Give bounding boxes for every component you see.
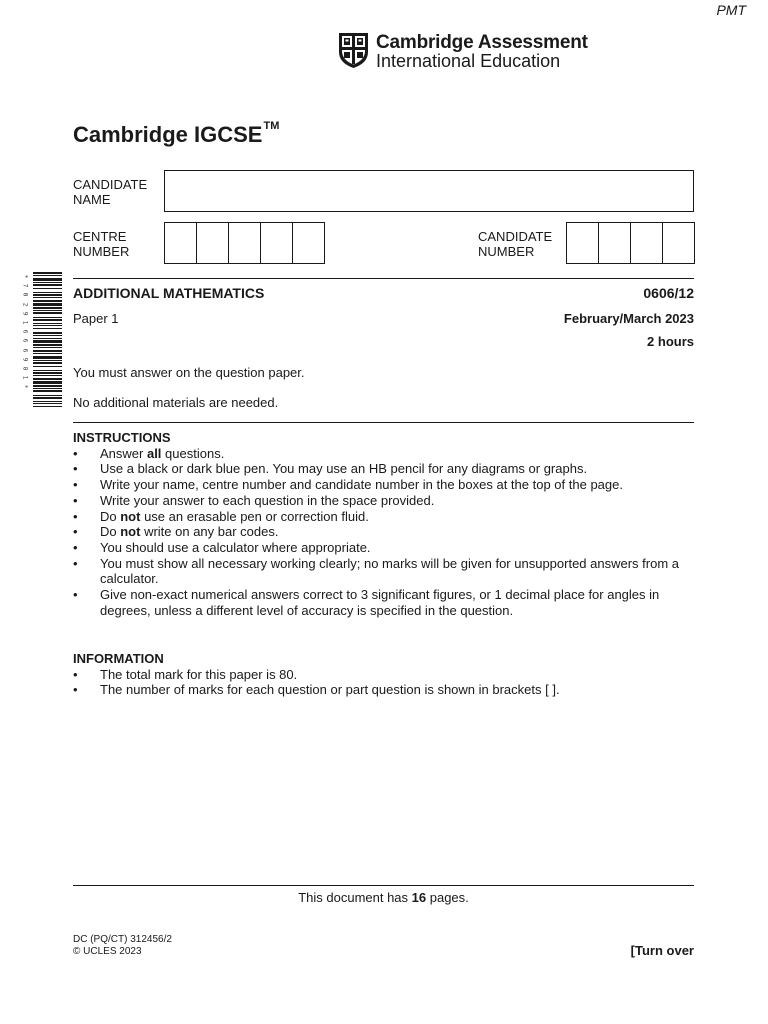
bullet-icon: •	[73, 445, 78, 461]
divider	[73, 422, 694, 423]
candidate-number-digit-box[interactable]	[663, 223, 694, 263]
barcode-digit: 1	[21, 376, 29, 380]
barcode-bar	[33, 375, 62, 376]
candidate-name-label-line2: NAME	[73, 192, 111, 207]
page-count-text: This document has	[298, 890, 412, 905]
trademark-mark: TM	[263, 120, 280, 132]
page-count-number: 16	[411, 890, 427, 905]
candidate-number-digit-box[interactable]	[599, 223, 631, 263]
barcode-bar	[33, 292, 62, 293]
barcode-bar	[33, 340, 62, 343]
barcode-bar	[33, 288, 62, 289]
candidate-number-label	[478, 229, 552, 259]
instruction-item	[73, 587, 693, 618]
candidate-name-label-line1: CANDIDATE	[73, 177, 148, 192]
divider	[73, 278, 694, 279]
barcode-bar	[33, 282, 62, 283]
barcode-bar	[33, 284, 62, 286]
barcode-bar	[33, 385, 62, 387]
instruction-text: You must show all necessary working clearly; no marks will be given for unsupported answers from a calculator.	[100, 555, 680, 587]
barcode-digit: 1	[21, 320, 29, 325]
barcode-bar	[33, 317, 62, 318]
barcode-bar	[33, 275, 62, 276]
barcode-bar	[33, 395, 62, 396]
instruction-item	[73, 461, 693, 477]
instruction-item	[73, 540, 693, 556]
instructions-section	[73, 430, 693, 618]
instruction-text: Answer	[100, 445, 147, 461]
centre-number-digit-box[interactable]	[293, 223, 324, 263]
centre-number-label-line1: CENTRE	[73, 229, 127, 244]
barcode-digit: 6	[21, 339, 29, 343]
page-count	[73, 890, 694, 905]
instruction-text: You should use a calculator where appropriate.	[100, 539, 371, 555]
bullet-icon: •	[73, 682, 78, 698]
information-text: The total mark for this paper is 80.	[100, 666, 298, 682]
bullet-icon: •	[73, 555, 78, 571]
barcode-digit: 2	[21, 302, 29, 307]
centre-number-digit-box[interactable]	[197, 223, 229, 263]
paper-number: Paper 1	[73, 311, 119, 326]
barcode-bar	[33, 401, 62, 402]
barcode-bar	[33, 397, 62, 399]
barcode-digit: 8	[21, 366, 29, 371]
candidate-number-label-line2: NUMBER	[478, 244, 535, 259]
information-heading: INFORMATION	[73, 651, 164, 666]
bullet-icon: •	[73, 539, 78, 555]
instruction-item	[73, 493, 693, 509]
turn-over: [Turn over	[630, 943, 694, 958]
centre-number-digit-box[interactable]	[165, 223, 197, 263]
barcode-digits	[20, 272, 30, 410]
divider	[73, 885, 694, 886]
barcode-digit: 9	[21, 311, 29, 316]
barcode-bar	[33, 366, 62, 367]
instruction-text: use an erasable pen or correction fluid.	[140, 508, 369, 524]
candidate-number-digit-box[interactable]	[567, 223, 599, 263]
bullet-icon: •	[73, 666, 78, 682]
barcode-bar	[33, 307, 62, 309]
barcode-bar	[33, 378, 62, 380]
barcode-digit: 6	[21, 330, 29, 334]
instruction-item	[73, 556, 693, 587]
barcode-digit: *	[21, 385, 29, 389]
barcode-digit: 9	[21, 357, 29, 362]
candidate-name-field[interactable]	[164, 170, 694, 212]
information-text: The number of marks for each question or part question is shown in brackets [ ].	[100, 682, 560, 698]
document-code: DC (PQ/CT) 312456/2	[73, 934, 172, 945]
barcode-digit: 6	[21, 348, 29, 353]
document-reference	[73, 934, 172, 958]
barcode-bar	[33, 347, 62, 348]
centre-number-digit-box[interactable]	[261, 223, 293, 263]
instruction-item	[73, 524, 693, 540]
information-item	[73, 682, 693, 698]
instructions-heading: INSTRUCTIONS	[73, 430, 171, 445]
instruction-text: write on any bar codes.	[140, 524, 279, 540]
exam-duration: 2 hours	[647, 334, 694, 349]
barcode-digit: *	[21, 274, 29, 279]
instruction-text: Use a black or dark blue pen. You may use an HB pencil for any diagrams or graphs.	[100, 461, 588, 477]
materials-note: No additional materials are needed.	[73, 395, 279, 410]
centre-number-label-line2: NUMBER	[73, 244, 130, 259]
barcode-bar	[33, 372, 62, 374]
instruction-text: Write your answer to each question in the space provided.	[100, 492, 435, 508]
barcode-bar	[33, 344, 62, 346]
qualification-title	[73, 122, 279, 148]
bullet-icon: •	[73, 477, 78, 493]
page-count-text: pages.	[426, 890, 469, 905]
qualification-name: Cambridge IGCSE	[73, 122, 263, 147]
barcode-bar	[33, 319, 62, 321]
logo-line1: Cambridge Assessment	[376, 32, 588, 53]
barcode-bar	[33, 381, 62, 384]
copyright: © UCLES 2023	[73, 946, 142, 957]
barcode-bar	[33, 332, 62, 334]
barcode-bar	[33, 278, 62, 281]
barcode	[33, 272, 62, 410]
candidate-number-label-line1: CANDIDATE	[478, 229, 553, 244]
bullet-icon: •	[73, 524, 78, 540]
cambridge-logo	[338, 32, 588, 72]
paper-code: 0606/12	[643, 285, 694, 301]
cambridge-crest-icon	[338, 32, 369, 69]
barcode-bar	[33, 323, 62, 324]
barcode-bar	[33, 362, 62, 364]
instruction-item	[73, 509, 693, 525]
barcode-bar	[33, 388, 62, 389]
candidate-name-label	[73, 177, 147, 207]
barcode-digit: 0	[21, 293, 29, 297]
barcode-bar	[33, 312, 62, 314]
barcode-bar	[33, 370, 62, 371]
bullet-icon: •	[73, 461, 78, 477]
barcode-bar	[33, 353, 62, 354]
instruction-text: questions.	[161, 445, 225, 461]
centre-number-field[interactable]	[164, 222, 325, 264]
barcode-bar	[33, 294, 62, 296]
instruction-text: Do	[100, 508, 121, 524]
instruction-item	[73, 446, 693, 462]
information-item	[73, 667, 693, 683]
bullet-icon: •	[73, 587, 78, 603]
barcode-bar	[33, 356, 62, 359]
centre-number-label	[73, 229, 129, 259]
barcode-bar	[33, 297, 62, 298]
subject-title: ADDITIONAL MATHEMATICS	[73, 285, 265, 301]
centre-number-digit-box[interactable]	[229, 223, 261, 263]
barcode-bar	[33, 325, 62, 326]
barcode-bar	[33, 335, 62, 336]
instruction-emphasis: not	[120, 524, 141, 540]
corner-tag: PMT	[716, 2, 746, 18]
barcode-bar	[33, 300, 62, 302]
instruction-item	[73, 477, 693, 493]
candidate-number-field[interactable]	[566, 222, 695, 264]
barcode-digit: 7	[21, 283, 29, 288]
bullet-icon: •	[73, 508, 78, 524]
barcode-bar	[33, 350, 62, 352]
answer-note: You must answer on the question paper.	[73, 365, 305, 380]
bullet-icon: •	[73, 492, 78, 508]
barcode-bar	[33, 403, 62, 404]
instruction-text: Write your name, centre number and candidate number in the boxes at the top of the page.	[100, 477, 623, 493]
barcode-bar	[33, 310, 62, 311]
instruction-emphasis: not	[120, 508, 141, 524]
instruction-text: Do	[100, 524, 121, 540]
barcode-bar	[33, 360, 62, 361]
information-section	[73, 651, 693, 698]
candidate-number-digit-box[interactable]	[631, 223, 663, 263]
barcode-bar	[33, 338, 62, 339]
logo-line2: International Education	[376, 51, 561, 71]
barcode-bar	[33, 390, 62, 392]
instruction-emphasis: all	[146, 445, 162, 461]
barcode-bar	[33, 328, 62, 329]
barcode-bar	[33, 303, 62, 306]
instruction-text: Give non-exact numerical answers correct to 3 significant figures, or 1 decimal place for angles in degrees, unless a different level of accuracy is specified in the question.	[100, 587, 660, 618]
barcode-bar	[33, 406, 62, 407]
exam-session: February/March 2023	[563, 311, 694, 326]
barcode-bar	[33, 272, 62, 274]
